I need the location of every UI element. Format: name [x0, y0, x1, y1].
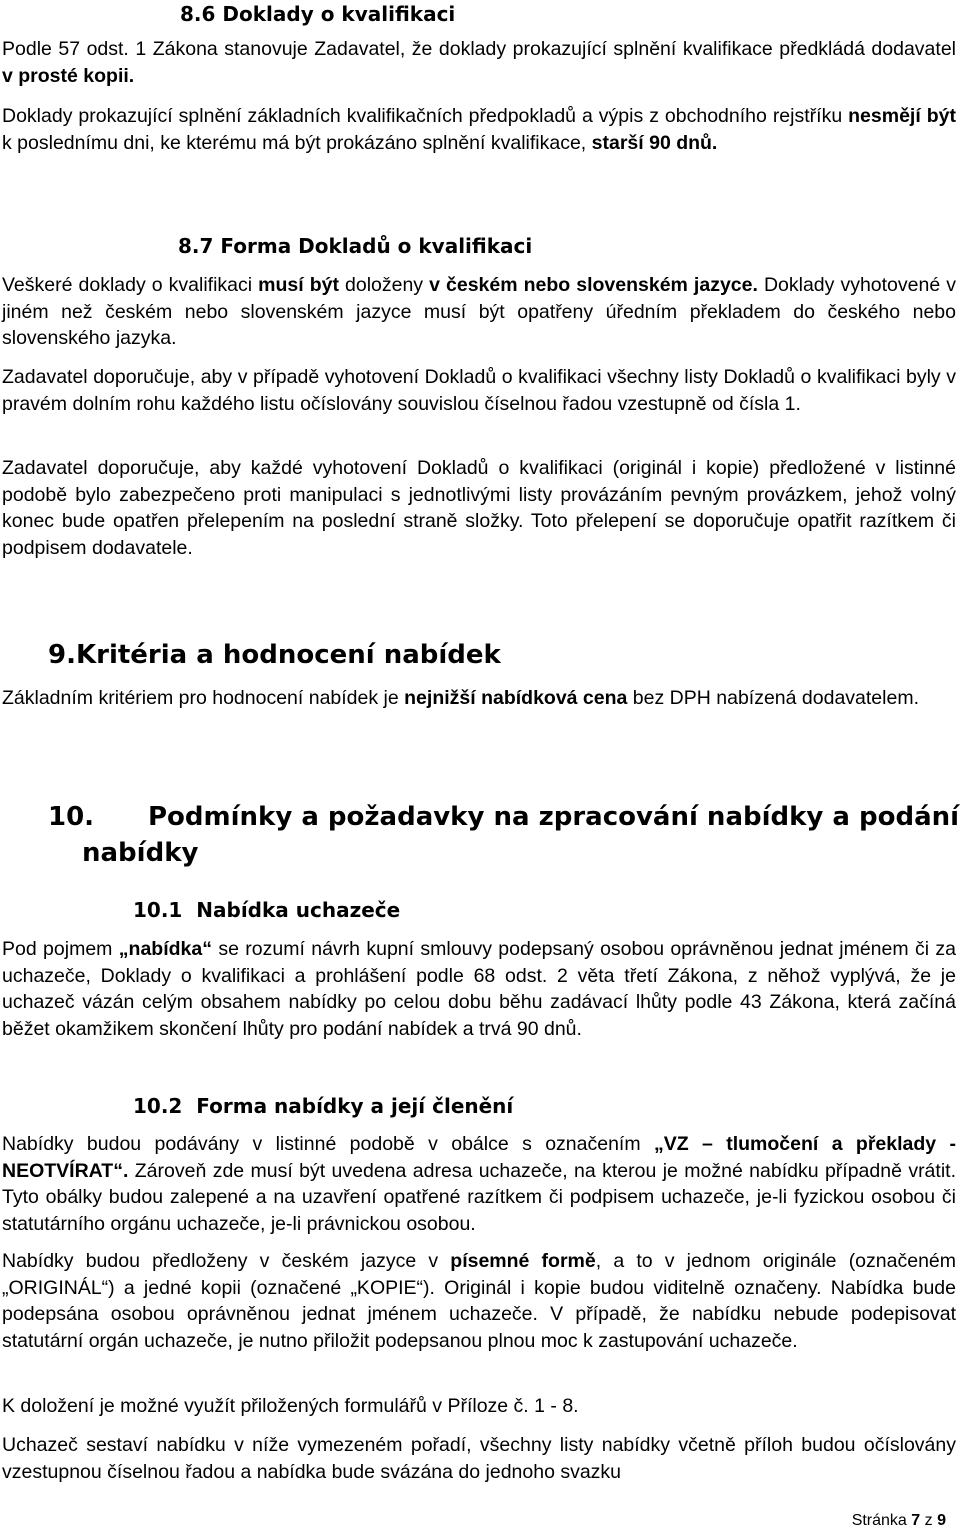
page-current: 7	[911, 1512, 921, 1529]
section-8-7-paragraph-3: Zadavatel doporučuje, aby každé vyhotovení Dokladů o kvalifikaci (originál i kopie) předložené v listinné podobě bylo zabezpečeno proti manipulaci s jednotlivými listy provázáním pevným provázkem, jehož volný konec bude opatřen přelepením na poslední straně složky. Toto přelepení se doporučuje opatřit razítkem či podpisem dodavatele.	[2, 457, 956, 559]
section-10-2-paragraph-3: K doložení je možné využít přiložených formulářů v Příloze č. 1 - 8.	[2, 1395, 579, 1417]
section-9-paragraph-1: Základním kritériem pro hodnocení nabídek je nejnižší nabídková cena bez DPH nabízená dodavatelem.	[2, 687, 919, 709]
section-8-7-paragraph-2: Zadavatel doporučuje, aby v případě vyhotovení Dokladů o kvalifikaci všechny listy Dokladů o kvalifikaci byly v pravém dolním rohu každého listu očíslovány souvislou číselnou řadou vzestupně od čísla 1.	[2, 366, 956, 415]
page-footer	[852, 1512, 946, 1530]
page-total: 9	[937, 1512, 946, 1529]
section-8-7-paragraph-1: Veškeré doklady o kvalifikaci musí být doloženy v českém nebo slovenském jazyce. Doklady vyhotovené v jiném než českém nebo slovenském jazyce musí být opatřeny úředním překladem do českého nebo slovenského jazyka.	[2, 274, 956, 349]
section-10-2-heading: 10.2 Forma nabídky a její členění	[133, 1094, 514, 1118]
section-10-2-paragraph-2: Nabídky budou předloženy v českém jazyce v písemné formě, a to v jednom originále (označeném „ORIGINÁL“) a jedné kopii (označené „KOPIE“). Originál i kopie budou viditelně označeny. Nabídka bude podepsána osobou oprávněnou jednat jménem uchazeče. V případě, že nabídku nebude podepisovat statutární orgán uchazeče, je nutno přiložit podepsanou plnou moc k zastupování uchazeče.	[2, 1250, 956, 1352]
page-word: Stránka	[851, 1512, 907, 1529]
section-10-heading-line-1: Podmínky a požadavky na zpracování nabídky a podání	[148, 802, 960, 832]
page-of: z	[924, 1512, 933, 1529]
section-10-2-paragraph-4: Uchazeč sestaví nabídku v níže vymezeném pořadí, všechny listy nabídky včetně příloh budou očíslovány vzestupnou číselnou řadou a nabídka bude svázána do jednoho svazku	[2, 1434, 956, 1483]
section-8-7-heading: 8.7 Forma Dokladů o kvalifikaci	[178, 234, 533, 258]
section-10-1-paragraph-1: Pod pojmem „nabídka“ se rozumí návrh kupní smlouvy podepsaný osobou oprávněnou jednat jménem či za uchazeče, Doklady o kvalifikaci a prohlášení podle 68 odst. 2 věta třetí Zákona, z něhož vyplývá, že je uchazeč vázán celým obsahem nabídky po celou dobu běhu zadávací lhůty podle 43 Zákona, která začíná běžet okamžikem skončení lhůty pro podání nabídek a trvá 90 dnů.	[2, 938, 956, 1040]
section-10-heading-line-2: nabídky	[82, 838, 199, 868]
section-10-2-paragraph-1: Nabídky budou podávány v listinné podobě v obálce s označením „VZ – tlumočení a překlady - NEOTVÍRAT“. Zároveň zde musí být uvedena adresa uchazeče, na kterou je možné nabídku případně vrátit. Tyto obálky budou zalepené a na uzavření opatřené razítkem či podpisem uchazeče, je-li fyzickou osobou či statutárního orgánu uchazeče, je-li právnickou osobou.	[2, 1133, 957, 1235]
section-8-6-paragraph-2: Doklady prokazující splnění základních kvalifikačních předpokladů a výpis z obchodního rejstříku nesmějí být k poslednímu dni, ke kterému má být prokázáno splnění kvalifikace, starší 90 dnů.	[2, 105, 956, 154]
section-8-6-paragraph-1: Podle 57 odst. 1 Zákona stanovuje Zadavatel, že doklady prokazující splnění kvalifikace předkládá dodavatel v prosté kopii.	[2, 38, 956, 87]
section-10-number: 10.	[48, 802, 95, 832]
section-9-heading: 9.Kritéria a hodnocení nabídek	[48, 640, 501, 670]
section-8-6-heading: 8.6 Doklady o kvalifikaci	[180, 2, 456, 26]
section-10-1-heading: 10.1 Nabídka uchazeče	[133, 898, 401, 922]
